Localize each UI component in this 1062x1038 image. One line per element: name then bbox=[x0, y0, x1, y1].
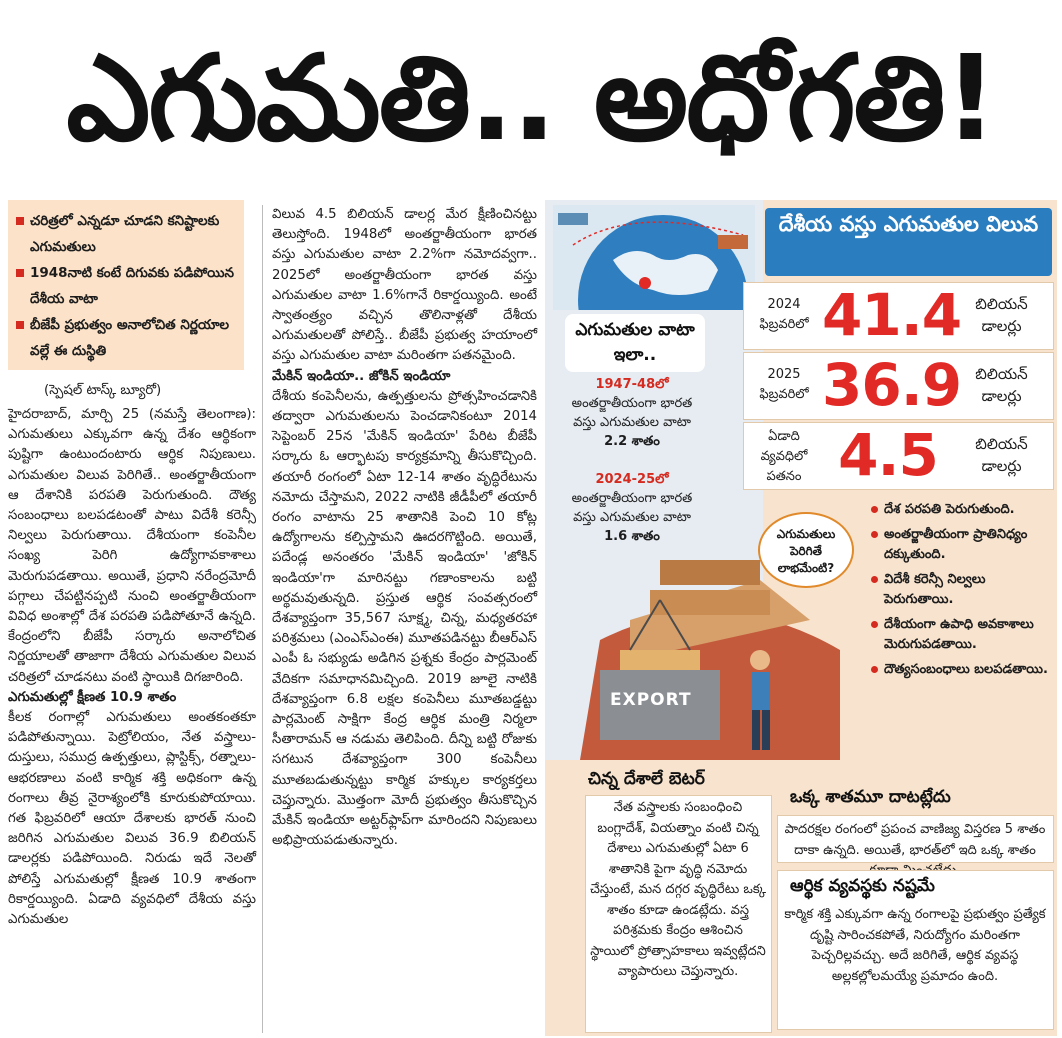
page-headline: ఎగుమతి.. అధోగతి! bbox=[66, 29, 996, 167]
column-divider bbox=[262, 205, 263, 1033]
value-row bbox=[743, 422, 1054, 490]
value-unit: బిలియన్ డాలర్లు bbox=[975, 295, 1028, 335]
share-desc: అంతర్జాతీయంగా భారత వస్తు ఎగుమతుల వాటా bbox=[571, 396, 693, 430]
benefit-item: విదేశీ కరెన్సీ నిల్వలు పెరుగుతాయి. bbox=[866, 570, 1056, 610]
article-paragraph: దేశీయ కంపెనీలను, ఉత్పత్తులను ప్రోత్సహించడానికి తద్వారా ఎగుమతులను పెంచడానికంటూ 2014 సెప్టెంబర్ 25న 'మేకిన్ ఇండియా' పేరిట బీజేపీ సర్కారు ఓ ఆర్భాటపు కార్యక్రమాన్ని తీసుకొచ్చింది. తయారీ రంగంలో ఏటా 12-14 శాతం వృద్ధిరేటును నమోదు చేస్తామని, 2022 నాటికి జీడీపీలో తయారీ రంగం వాటాను 25 శాతానికి పెంచి 10 కోట్ల ఉద్యోగాలను కల్పిస్తామని ఊదరగొట్టింది. అయితే, పదేండ్ల అనంతరం 'మేకిన్ ఇండియా' 'జోకిన్ ఇండియా'గా మారినట్టు గణాంకాలను బట్టి అర్థమవుతున్నది. ప్రస్తుత ఆర్థిక సంవత్సరంలో దేశవ్యాప్తంగా 35,567 సూక్ష్మ, చిన్న, మధ్యతరహా పరిశ్రమలు (ఎంఎస్ఎంఈ) మూతపడినట్టు బీఆర్ఎస్ ఎంపీ ఓ సభ్యుడు అడిగిన ప్రశ్నకు కేంద్రం పార్లమెంట్ వేదికగా సమాధానమిచ్చింది. 2019 జూలై నాటికి దేశవ్యాప్తంగా 6.8 లక్షల కంపెనీలు మూతబడ్డట్టు పార్లమెంట్ సాక్షిగా కేంద్ర ఆర్థిక మంత్రి నిర్మలా సీతారామన్ ఆ నడుమ తెలిపింది. దీన్ని బట్టి రోజుకు సగటున దేశవ్యాప్తంగా 300 కంపెనీలు మూతబడుతున్నట్టు కార్మిక హక్కుల కార్యకర్తలు చెప్తున్నారు. మొత్తంగా మోదీ ప్రభుత్వం తీసుకొచ్చిన మేకిన్ ఇండియా అట్టర్‌ఫ్లాప్‌గా మారిందని నిపుణులు అభిప్రాయపడుతున్నారు. bbox=[272, 388, 537, 849]
small-countries-title: చిన్న దేశాలే బెటర్ bbox=[588, 769, 705, 789]
share-title: ఎగుమతుల వాటా ఇలా.. bbox=[565, 314, 705, 372]
highlights-box bbox=[8, 200, 244, 370]
benefit-item: దేశ పరపతి పెరుగుతుంది. bbox=[866, 500, 1056, 520]
value-period: 2024 ఫిబ్రవరిలో bbox=[759, 297, 809, 332]
highlight-item: బీజేపీ ప్రభుత్వం అనాలోచిత నిర్ణయాల వల్లే ఈ దుస్థితి bbox=[14, 312, 238, 364]
value-box-title: దేశీయ వస్తు ఎగుమతుల విలువ bbox=[765, 208, 1052, 276]
value-period: ఏడాది వ్యవధిలో పతనం bbox=[760, 429, 808, 484]
article-paragraph: కీలక రంగాల్లో ఎగుమతులు అంతకంతకూ పడిపోతున్నాయి. పెట్రోలియం, నేత వస్త్రాలు-దుస్తులు, సముద్ర ఉత్పత్తులు, ప్లాస్టిక్స్, రత్నాలు-ఆభరణాలు వంటి కార్మిక శక్తి అధికంగా ఉన్న రంగాలు తీవ్ర నైరాశ్యంలోకి కూరుకుపోయాయి. గత ఫిబ్రవరిలో ఆయా దేశాలకు భారత్ నుంచి జరిగిన ఎగుమతుల విలువ 36.9 బిలియన్ డాలర్లకు పడిపోయింది. నిరుడు ఇదే నెలతో పోలిస్తే ఎగుమతుల్లో క్షీణత 10.9 శాతంగా రికార్డయ్యింది. ఏడాది వ్యవధిలో దేశీయ వస్తు ఎగుమతుల bbox=[8, 710, 256, 928]
article-subheading: మేకిన్ ఇండియా.. జోకిన్ ఇండియా bbox=[272, 368, 451, 384]
share-1947 bbox=[562, 375, 702, 451]
export-label: EXPORT bbox=[610, 690, 692, 710]
value-row bbox=[743, 282, 1054, 350]
economy-title: ఆర్థిక వ్యవస్థకు నష్టమే bbox=[790, 876, 935, 896]
value-row bbox=[743, 352, 1054, 420]
benefit-item: దౌత్యసంబంధాలు బలపడతాయి. bbox=[866, 660, 1056, 680]
share-value: 1.6 శాతం bbox=[604, 529, 660, 544]
globe-illustration bbox=[553, 205, 755, 310]
value-unit: బిలియన్ డాలర్లు bbox=[975, 435, 1028, 475]
question-bubble: ఎగుమతులు పెరిగితే లాభమేంటి? bbox=[758, 512, 854, 588]
share-value: 2.2 శాతం bbox=[604, 434, 660, 449]
benefit-item: అంతర్జాతీయంగా ప్రాతినిధ్యం దక్కుతుంది. bbox=[866, 525, 1056, 565]
share-year-2024: 2024-25లో bbox=[595, 472, 669, 487]
article-column-2 bbox=[272, 205, 537, 852]
article-paragraph: హైదరాబాద్, మార్చి 25 (నమస్తే తెలంగాణ): ఎగుమతులు ఎక్కువగా ఉన్న దేశం ఆర్థికంగా పుష్టిగా ఉంటుందంటారు ఆర్థిక నిపుణులు. ఎగుమతుల విలువ పెరిగితే.. అంతర్జాతీయంగా ఆ దేశానికి పరపతి పెరుగుతుంది. దౌత్య సంబంధాలు బలపడటంతో పాటు విదేశీ కరెన్సీ నిల్వలు పెరుగుతాయి. దేశీయంగా కంపెనీల సంఖ్య పెరిగి ఉద్యోగావకాశాలు మెరుగుపడతాయి. అయితే, ప్రధాని నరేంద్రమోదీ పగ్గాలు చేపట్టినప్పటి నుంచి అంతర్జాతీయంగా వివిధ అంశాల్లో దేశ పరపతి పడిపోతూనే ఉన్నది. కేంద్రంలోని బీజేపీ సర్కారు అనాలోచిత నిర్ణయాలతో తాజాగా దేశీయ ఎగుమతుల విలువ చరిత్రలో చూడనటు వంటి స్థాయికి దిగజారింది. bbox=[8, 407, 256, 685]
value-period: 2025 ఫిబ్రవరిలో bbox=[759, 367, 809, 402]
byline: (స్పెషల్ టాస్క్ బ్యూరో) bbox=[44, 383, 162, 398]
value-number: 41.4 bbox=[822, 281, 962, 349]
economy-text: కార్మిక శక్తి ఎక్కువగా ఉన్న రంగాలపై ప్రభుత్వం ప్రత్యేక దృష్టి సారించకపోతే, నిరుద్యోగం మరింతగా పెచ్చరిల్లవచ్చు. అదే జరిగితే, ఆర్థిక వ్యవస్థ అల్లకల్లోలమయ్యే ప్రమాదం ఉంది. bbox=[784, 907, 1046, 984]
value-unit: బిలియన్ డాలర్లు bbox=[975, 365, 1028, 405]
small-countries-text: నేత వస్త్రాలకు సంబంధించి బంగ్లాదేశ్, వియత్నాం వంటి చిన్న దేశాలు ఎగుమతుల్లో ఏటా 6 శాతానికి పైగా వృద్ధి నమోదు చేస్తుంటే, మన దగ్గర వృద్ధిరేటు ఒక్క శాతం కూడా ఉండట్లేదు. వస్త్ర పరిశ్రమకు కేంద్రం ఆశించిన స్థాయిలో ప్రోత్సాహకాలు ఇవ్వట్లేదని వ్యాపారులు చెప్తున్నారు. bbox=[590, 800, 766, 979]
article-subheading: ఎగుమతుల్లో క్షీణత 10.9 శాతం bbox=[8, 689, 177, 705]
one-percent-text: పాదరక్షల రంగంలో ప్రపంచ వాణిజ్య విస్తరణ 5 శాతం దాకా ఉన్నది. అయితే, భారత్‌లో ఇది ఒక్క శాతం bbox=[784, 822, 1046, 858]
value-number: 36.9 bbox=[822, 351, 962, 419]
article-paragraph: విలువ 4.5 బిలియన్ డాలర్ల మేర క్షీణించినట్టు తెలుస్తోంది. 1948లో అంతర్జాతీయంగా భారత వస్తు ఎగుమతుల వాటా 2.2%గా నమోదవ్వగా.. 2025లో అంతర్జాతీయంగా భారత వస్తు ఎగుమతుల వాటా 1.6%గానే రికార్డయ్యింది. అంటే స్వాతంత్ర్యం వచ్చిన తొలినాళ్లతో దేశీయ ఎగుమతులతో పోలిస్తే.. బీజేపీ ప్రభుత్వ హయాంలో వస్తు ఎగుమతుల వాటా మరింతగా పతనమైంది. bbox=[272, 207, 537, 364]
benefits-list bbox=[866, 500, 1056, 685]
share-desc: అంతర్జాతీయంగా భారత వస్తు ఎగుమతుల వాటా bbox=[571, 491, 693, 525]
highlight-item: చరిత్రలో ఎన్నడూ చూడని కనిష్టాలకు ఎగుమతులు bbox=[14, 208, 238, 260]
highlight-item: 1948నాటి కంటే దిగువకు పడిపోయిన దేశీయ వాటా bbox=[14, 260, 238, 312]
one-percent-title: ఒక్క శాతమూ దాటట్లేదు bbox=[790, 787, 951, 807]
article-column-1 bbox=[8, 405, 256, 930]
benefit-item: దేశీయంగా ఉపాధి అవకాశాలు మెరుగుపడతాయి. bbox=[866, 615, 1056, 655]
value-number: 4.5 bbox=[838, 421, 938, 489]
share-year-1947: 1947-48లో bbox=[595, 377, 669, 392]
